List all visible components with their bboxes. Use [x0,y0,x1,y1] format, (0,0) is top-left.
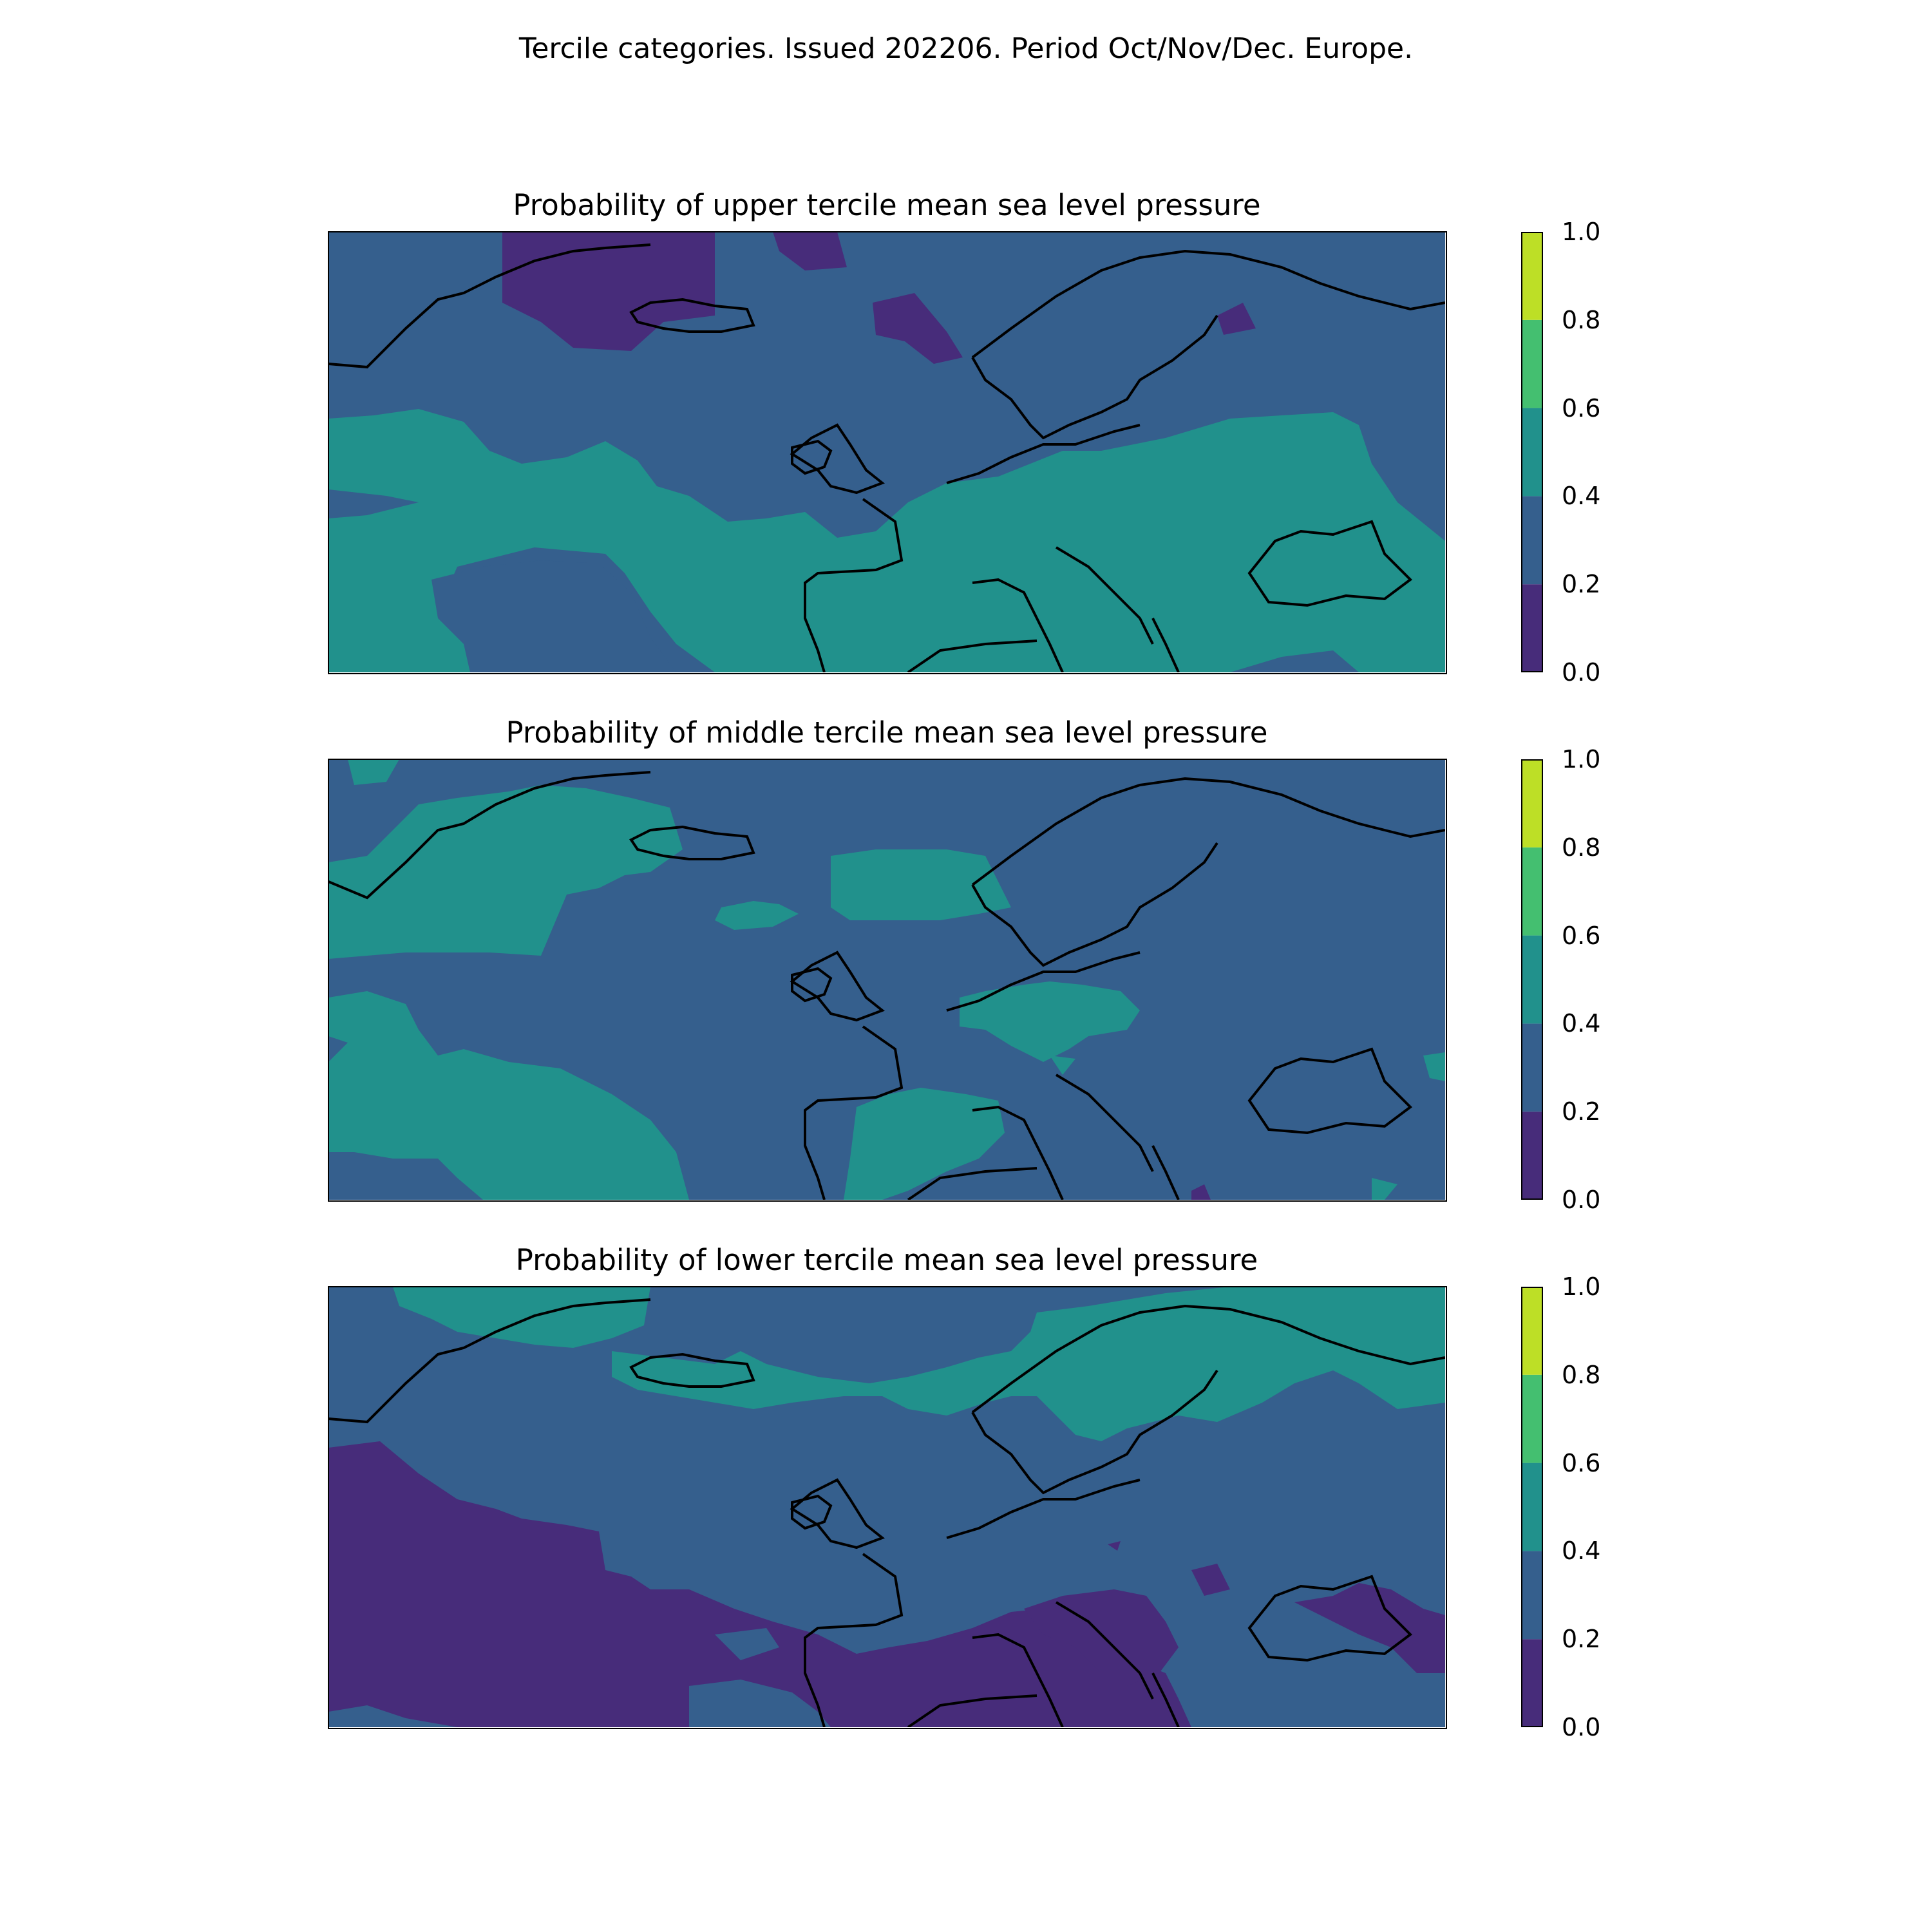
tick-label: 0.0 [1562,1186,1601,1214]
map-middle-tercile [328,759,1445,1200]
tick-label: 1.0 [1562,218,1601,246]
map-lower-tercile [328,1287,1445,1727]
tick-label: 0.0 [1562,1713,1601,1741]
figure-title: Tercile categories. Issued 202206. Period Oct/Nov/Dec. Europe. [518,32,1414,65]
tick-label: 0.4 [1562,482,1601,510]
tick-label: 0.8 [1562,833,1601,862]
tick-label: 0.6 [1562,1449,1601,1477]
panel-title-middle: Probability of middle tercile mean sea level pressure [506,715,1268,750]
tick-label: 0.4 [1562,1009,1601,1037]
tick-label: 0.6 [1562,922,1601,950]
tick-label: 0.8 [1562,1361,1601,1389]
tick-label: 0.2 [1562,1097,1601,1126]
panel-title-upper: Probability of upper tercile mean sea level pressure [513,188,1261,222]
tick-label: 0.4 [1562,1537,1601,1565]
tick-label: 1.0 [1562,745,1601,773]
tick-label: 0.0 [1562,658,1601,687]
tick-label: 0.2 [1562,1625,1601,1653]
colorbar-middle [1521,759,1543,1200]
mid-prob-region-northsea [831,849,1011,920]
panel-title-lower: Probability of lower tercile mean sea level pressure [515,1243,1258,1277]
colorbar-upper [1521,232,1543,672]
tick-label: 1.0 [1562,1273,1601,1301]
tick-label: 0.8 [1562,306,1601,334]
tick-label: 0.2 [1562,570,1601,598]
colorbar-lower [1521,1287,1543,1727]
map-upper-tercile [328,232,1445,672]
tick-label: 0.6 [1562,394,1601,422]
